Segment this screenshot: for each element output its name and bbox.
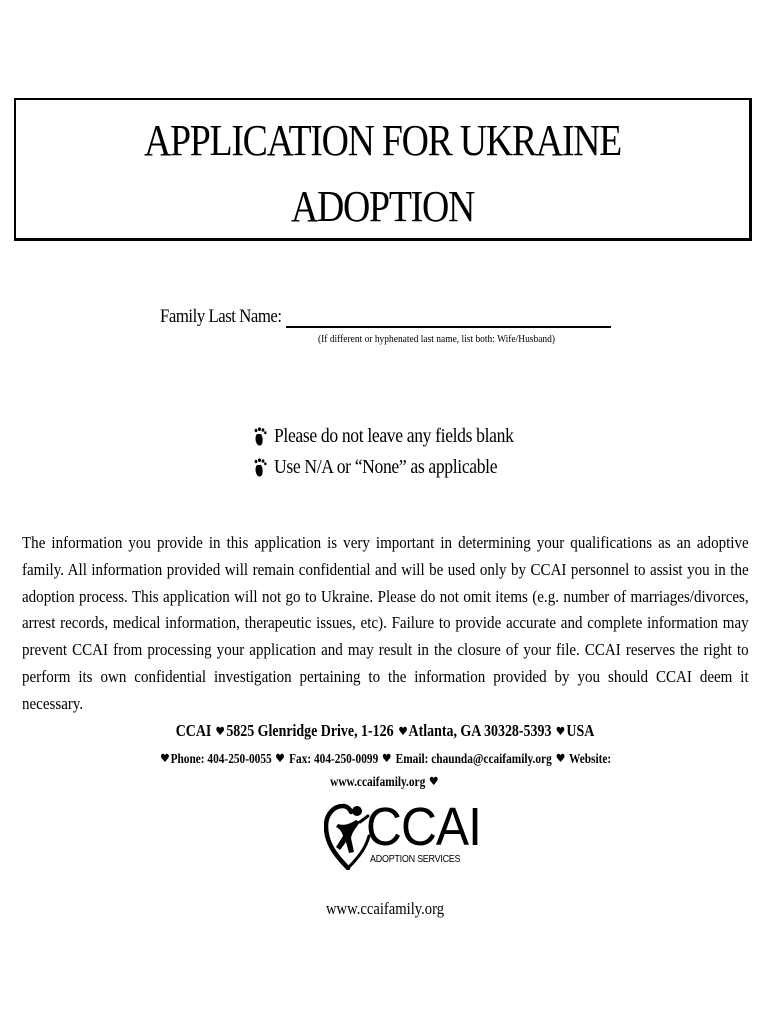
heart-icon	[383, 753, 391, 763]
country: USA	[566, 721, 595, 740]
heart-icon	[160, 753, 168, 763]
logo-wordmark: CCAI	[366, 797, 482, 857]
heart-icon	[399, 726, 407, 736]
heart-figure-icon	[324, 802, 372, 870]
instruction-item	[253, 453, 553, 484]
email: Email: chaunda@ccaifamily.org	[395, 751, 552, 766]
family-last-name-field[interactable]	[286, 326, 611, 328]
address-line	[69, 720, 700, 742]
instructions-list	[253, 422, 553, 484]
heart-icon	[430, 776, 438, 786]
footprint-icon	[253, 427, 267, 447]
contact-line	[62, 750, 709, 768]
footer-website-link[interactable]: www.ccaifamily.org	[325, 899, 445, 918]
street-address: 5825 Glenridge Drive, 1-126	[226, 721, 394, 740]
title-box	[14, 98, 752, 241]
family-last-name-note: (If different or hyphenated last name, list both: Wife/Husband)	[318, 333, 556, 345]
heart-icon	[216, 726, 224, 736]
org-name: CCAI	[175, 721, 212, 740]
phone: Phone: 404-250-0055	[170, 751, 272, 766]
ccai-logo	[320, 797, 482, 872]
heart-icon	[557, 726, 565, 736]
instruction-text: Please do not leave any fields blank	[274, 425, 514, 447]
family-last-name-label: Family Last Name:	[160, 306, 282, 327]
instruction-item	[253, 422, 553, 453]
page-title-line-2: ADOPTION	[290, 182, 475, 231]
intro-paragraph: The information you provide in this application is very important in determining your qualifications as an adoptive family. All information provided will remain confidential and will be used only by CCAI personnel to assist you in the adoption process. This application will not go to Ukraine. Please do not omit items (e.g. number of marriages/divorces, arrest records, medical information, therapeutic issues, etc). Failure to provide accurate and complete information may prevent CCAI from processing your application and may result in the closure of your file. CCAI reserves the right to perform its own confidential investigation pertaining to the information provided by you should CCAI deem it necessary.	[22, 533, 749, 713]
fax: Fax: 404-250-0099	[289, 751, 379, 766]
instruction-text: Use N/A or “None” as applicable	[274, 456, 498, 478]
website-label: Website:	[568, 751, 612, 766]
website-link[interactable]: www.ccaifamily.org	[330, 774, 426, 789]
city-state-zip: Atlanta, GA 30328-5393	[408, 721, 552, 740]
contact-line	[62, 773, 709, 791]
footprint-icon	[253, 458, 267, 478]
heart-icon	[276, 753, 284, 763]
heart-icon	[556, 753, 564, 763]
logo-subtitle: ADOPTION SERVICES	[370, 854, 461, 865]
family-last-name-row	[160, 304, 620, 330]
page-title-line-1: APPLICATION FOR UKRAINE	[143, 116, 622, 165]
